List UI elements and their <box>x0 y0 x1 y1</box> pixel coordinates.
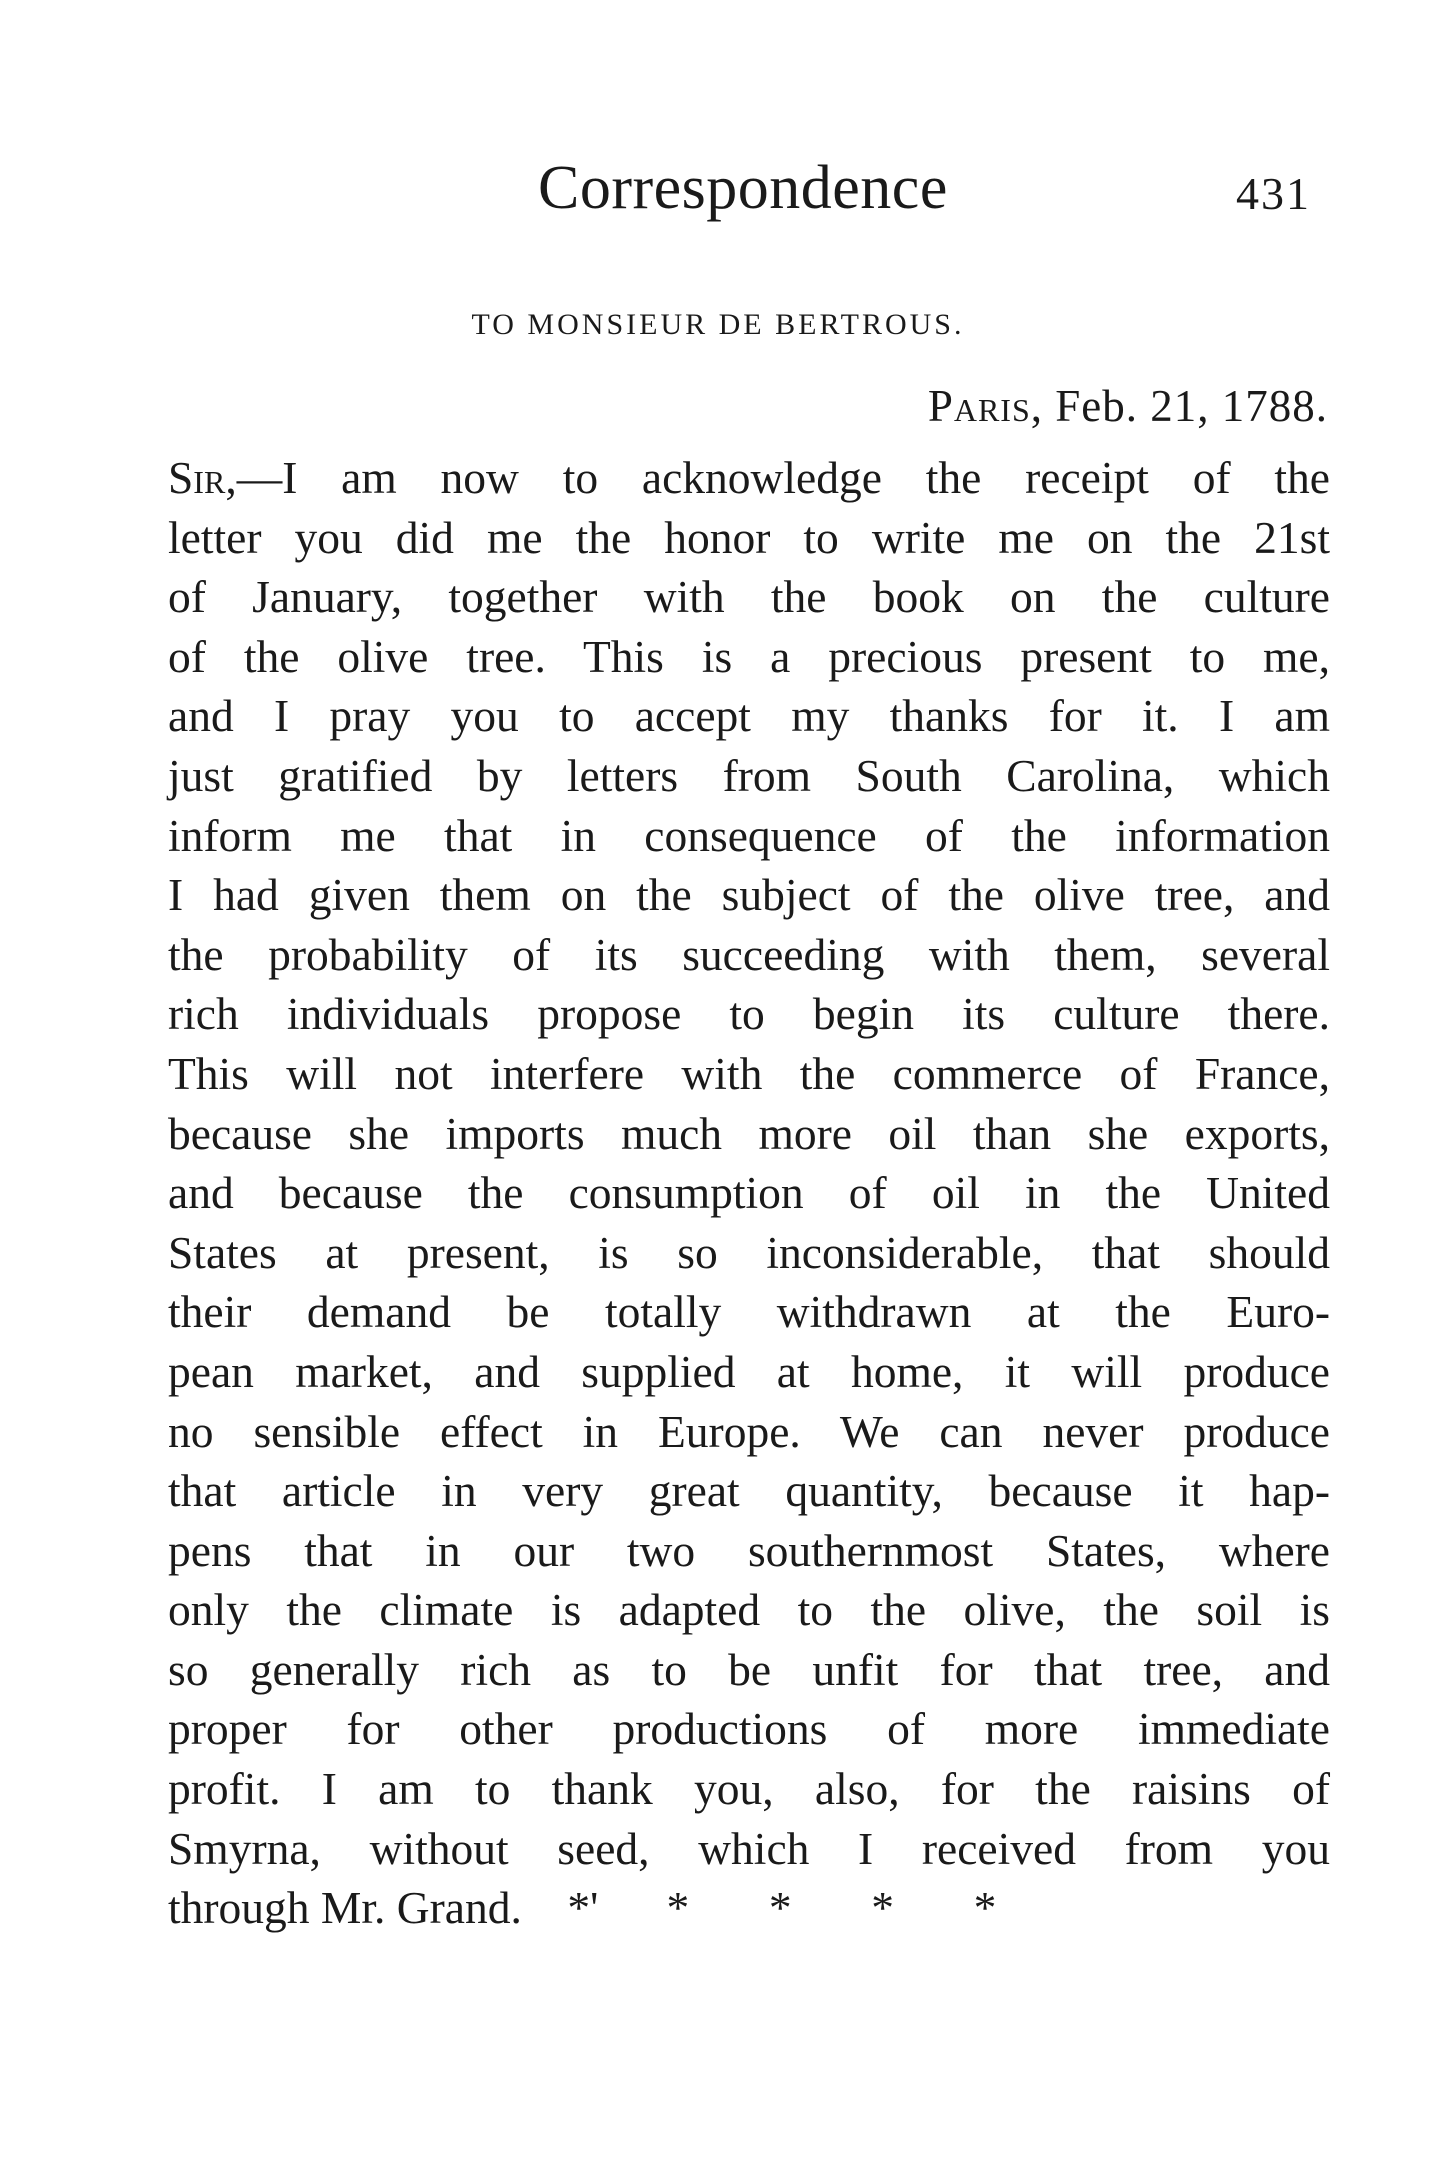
body-line: of the olive tree. This is a precious present to me, <box>168 630 1330 682</box>
body-line: that article in very great quantity, because it hap- <box>168 1465 1330 1517</box>
body-line: proper for other productions of more immediate <box>168 1703 1330 1755</box>
body-line: This will not interfere with the commerce of France, <box>168 1047 1330 1099</box>
salutation: Sir <box>168 452 226 503</box>
body-line: States at present, is so inconsiderable, that should <box>168 1226 1330 1278</box>
dateline-place: Paris <box>927 381 1031 431</box>
body-line-text: ,—I am now to acknowledge the receipt of the <box>225 452 1330 503</box>
dateline-date: , Feb. 21, 1788. <box>1030 381 1328 431</box>
running-head <box>0 148 1436 228</box>
body-line: and I pray you to accept my thanks for it. I am <box>168 690 1330 742</box>
body-line: profit. I am to thank you, also, for the raisins of <box>168 1763 1330 1815</box>
body-line: only the climate is adapted to the olive, the soil is <box>168 1584 1330 1636</box>
body-line: I had given them on the subject of the olive tree, and <box>168 869 1330 921</box>
body-line: no sensible effect in Europe. We can never produce <box>168 1405 1330 1457</box>
body-line <box>168 448 1330 508</box>
page-number: 431 <box>1236 168 1311 219</box>
body-line: Smyrna, without seed, which I received from you <box>168 1822 1330 1874</box>
letter-dateline <box>928 374 1328 438</box>
letter-heading: TO MONSIEUR DE BERTROUS. <box>471 308 965 341</box>
body-line: of January, together with the book on the culture <box>168 571 1330 623</box>
body-line: letter you did me the honor to write me on the 21st <box>168 511 1330 563</box>
running-title: Correspondence <box>538 154 948 222</box>
body-line: inform me that in consequence of the information <box>168 809 1330 861</box>
body-line: their demand be totally withdrawn at the Euro- <box>168 1286 1330 1338</box>
body-line: so generally rich as to be unfit for that tree, and <box>168 1643 1330 1695</box>
body-line: and because the consumption of oil in the United <box>168 1167 1330 1219</box>
body-line: pens that in our two southernmost States, where <box>168 1524 1330 1576</box>
body-line: rich individuals propose to begin its culture there. <box>168 988 1330 1040</box>
body-line-last: through Mr. Grand. *' * * * * <box>168 1882 997 1934</box>
body-line: pean market, and supplied at home, it will produce <box>168 1345 1330 1397</box>
body-line: the probability of its succeeding with them, several <box>168 928 1330 980</box>
letter-body <box>168 448 1330 1938</box>
body-line: just gratified by letters from South Carolina, which <box>168 749 1330 801</box>
body-line: because she imports much more oil than she exports, <box>168 1107 1330 1159</box>
